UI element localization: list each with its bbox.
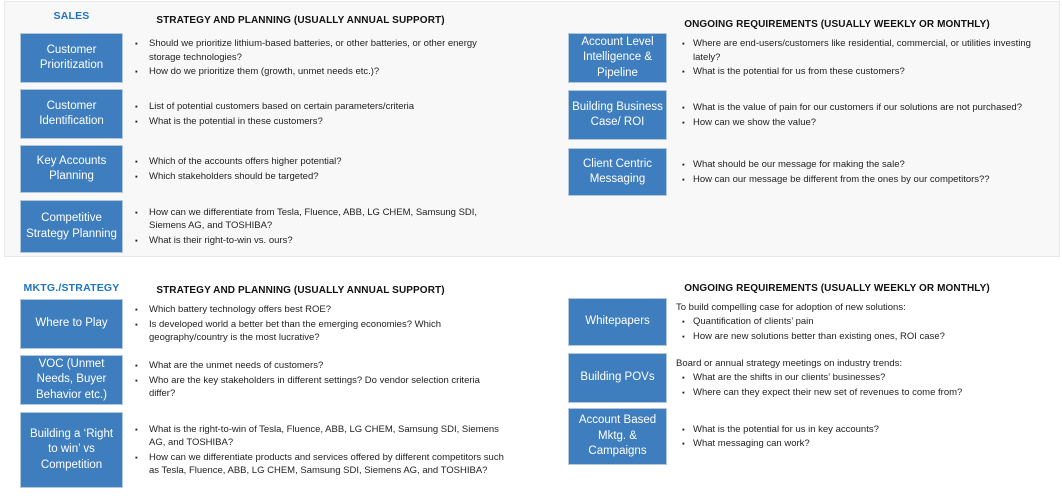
bullet-text: Quantification of clients’ pain <box>693 316 814 328</box>
bullet-square-icon: ▪ <box>682 317 685 327</box>
list-item <box>676 437 1050 450</box>
table-row <box>20 89 525 139</box>
bullet-square-icon: ▪ <box>135 361 138 371</box>
bullet-list <box>676 299 1050 345</box>
bullet-list <box>134 302 508 346</box>
bullet-list <box>134 36 508 80</box>
list-item <box>676 330 1050 343</box>
bullet-list <box>134 421 508 478</box>
topic-box-key-accounts-planning: Key Accounts Planning <box>20 145 123 193</box>
bullet-text: Is developed world a better bet than the emerging economies? Which geography/country is the most lucrative? <box>149 319 442 344</box>
section-label-mktg-strategy: MKTG./STRATEGY <box>23 282 120 294</box>
bullet-text: List of potential customers based on certain parameters/criteria <box>149 101 415 113</box>
bullet-square-icon: ▪ <box>682 373 685 383</box>
topic-box-building-business-case-roi: Building Business Case/ ROI <box>568 90 667 140</box>
bullet-square-icon: ▪ <box>135 102 138 112</box>
bullet-text: Who are the key stakeholders in different settings? Do vendor selection criteria differ? <box>149 375 480 400</box>
bullet-square-icon: ▪ <box>682 332 685 342</box>
table-row <box>20 355 525 405</box>
table-row <box>568 298 1053 346</box>
topic-box-client-centric-messaging: Client Centric Messaging <box>568 148 667 196</box>
bullet-square-icon: ▪ <box>135 207 138 217</box>
bullet-square-icon: ▪ <box>682 103 685 113</box>
bullet-list <box>676 157 1050 188</box>
bullet-text: What is their right-to-win vs. ours? <box>149 234 293 246</box>
table-row <box>20 299 525 349</box>
topic-box-competitive-strategy-planning: Competitive Strategy Planning <box>20 200 123 253</box>
section-label-sales: SALES <box>53 10 90 22</box>
bullet-list <box>676 355 1050 401</box>
bullet-square-icon: ▪ <box>682 388 685 398</box>
list-item <box>134 155 508 168</box>
bullet-text: What is the potential for us in key accounts? <box>693 423 879 435</box>
bullet-list <box>134 154 508 185</box>
table-row <box>568 148 1053 196</box>
bullet-square-icon: ▪ <box>135 376 138 386</box>
list-item <box>676 173 1050 186</box>
list-item <box>676 101 1050 114</box>
bullet-text: How do we prioritize them (growth, unmet needs etc.)? <box>149 66 380 78</box>
bullet-text: What messaging can work? <box>693 438 810 450</box>
strategy-planning-header: STRATEGY AND PLANNING (USUALLY ANNUAL SUPPORT) <box>156 15 445 26</box>
topic-box-voc-unmet-needs: VOC (Unmet Needs, Buyer Behavior etc.) <box>20 355 123 405</box>
bullet-square-icon: ▪ <box>135 39 138 49</box>
bullet-text: How can we differentiate from Tesla, Fluence, ABB, LG CHEM, Samsung SDI, Siemens AG, and TOSHIBA? <box>149 206 478 232</box>
topic-box-building-right-to-win: Building a ‘Right to win’ vs Competition <box>20 412 123 488</box>
bullet-text: Where are end-users/customers like residential, commercial, or utilities investing lately? <box>693 38 1031 63</box>
table-row <box>20 412 525 488</box>
list-item <box>134 318 508 344</box>
list-item <box>134 65 508 78</box>
bullet-text: How can we show the value? <box>693 116 817 128</box>
topic-box-whitepapers: Whitepapers <box>568 298 667 346</box>
list-item <box>676 65 1050 78</box>
bullet-text: What are the shifts in our clients’ businesses? <box>693 372 886 384</box>
bullet-square-icon: ▪ <box>135 67 138 77</box>
bullet-square-icon: ▪ <box>135 116 138 126</box>
bullet-text: Should we prioritize lithium-based batteries, or other batteries, or other energy storage technologies? <box>149 38 477 63</box>
list-item <box>676 158 1050 171</box>
table-row <box>20 33 525 83</box>
ongoing-requirements-header: ONGOING REQUIREMENTS (USUALLY WEEKLY OR MONTHLY) <box>684 19 990 30</box>
list-item <box>134 206 508 232</box>
list-intro-text: To build compelling case for adoption of new solutions: <box>676 301 906 313</box>
topic-box-account-based-mktg-campaigns: Account Based Mktg. & Campaigns <box>568 408 667 465</box>
topic-box-building-povs: Building POVs <box>568 353 667 403</box>
bullet-text: Which stakeholders should be targeted? <box>149 170 319 182</box>
strategy-planning-header-2: STRATEGY AND PLANNING (USUALLY ANNUAL SUPPORT) <box>156 285 445 296</box>
bullet-text: Where can they expect their new set of revenues to come from? <box>693 387 963 399</box>
bullet-square-icon: ▪ <box>682 117 685 127</box>
sales-strategy-rows <box>20 33 525 253</box>
list-item <box>134 423 508 449</box>
bullet-list <box>676 36 1050 80</box>
list-item <box>134 303 508 316</box>
topic-box-customer-prioritization: Customer Prioritization <box>20 33 123 83</box>
table-row <box>568 90 1053 140</box>
bullet-list <box>134 99 508 130</box>
list-item <box>676 386 1050 399</box>
bullet-list <box>676 421 1050 452</box>
table-row <box>568 408 1053 465</box>
sales-ongoing-rows <box>568 33 1053 196</box>
list-item <box>134 115 508 128</box>
bullet-square-icon: ▪ <box>135 157 138 167</box>
list-intro-text: Board or annual strategy meetings on industry trends: <box>676 357 903 369</box>
bullet-text: How can our message be different from the ones by our competitors?? <box>693 173 990 185</box>
bullet-square-icon: ▪ <box>135 424 138 434</box>
bullet-text: What are the unmet needs of customers? <box>149 360 324 372</box>
bullet-square-icon: ▪ <box>682 439 685 449</box>
bullet-square-icon: ▪ <box>135 452 138 462</box>
bullet-text: What is the right-to-win of Tesla, Fluence, ABB, LG CHEM, Samsung SDI, Siemens AG, and TOSHIBA? <box>149 423 499 449</box>
bullet-list <box>134 204 508 248</box>
bullet-square-icon: ▪ <box>135 320 138 330</box>
bullet-text: What should be our message for making the sale? <box>693 159 905 171</box>
bullet-square-icon: ▪ <box>135 305 138 315</box>
list-item <box>134 170 508 183</box>
list-item <box>134 451 508 477</box>
mktg-ongoing-rows <box>568 298 1053 465</box>
list-item <box>134 359 508 372</box>
list-item <box>134 374 508 400</box>
list-item <box>134 234 508 247</box>
bullet-square-icon: ▪ <box>682 424 685 434</box>
list-item <box>676 315 1050 328</box>
mktg-strategy-rows <box>20 299 525 488</box>
bullet-square-icon: ▪ <box>682 160 685 170</box>
bullet-text: How can we differentiate products and services offered by different competitors such as Tesla, Fluence, ABB, LG CHEM, Samsung SDI, Siemens AG, and TOSHIBA? <box>149 451 504 476</box>
list-item <box>134 37 508 63</box>
ongoing-requirements-header-2: ONGOING REQUIREMENTS (USUALLY WEEKLY OR MONTHLY) <box>684 283 990 294</box>
bullet-list <box>134 358 508 402</box>
bullet-square-icon: ▪ <box>682 174 685 184</box>
list-item <box>134 100 508 113</box>
list-item <box>676 371 1050 384</box>
topic-box-account-level-intelligence-pipeline: Account Level Intelligence & Pipeline <box>568 33 667 83</box>
bullet-text: What is the potential in these customers? <box>149 115 323 127</box>
bullet-list <box>676 100 1050 131</box>
table-row <box>20 200 525 253</box>
table-row <box>20 145 525 193</box>
bullet-square-icon: ▪ <box>135 171 138 181</box>
topic-box-customer-identification: Customer Identification <box>20 89 123 139</box>
bullet-square-icon: ▪ <box>135 235 138 245</box>
table-row <box>568 353 1053 403</box>
table-row <box>568 33 1053 83</box>
bullet-text: How are new solutions better than existing ones, ROI case? <box>693 331 945 343</box>
bullet-text: What is the potential for us from these customers? <box>693 66 905 78</box>
list-item <box>676 37 1050 63</box>
list-item <box>676 116 1050 129</box>
bullet-square-icon: ▪ <box>682 67 685 77</box>
list-item <box>676 423 1050 436</box>
bullet-text: Which battery technology offers best ROE? <box>149 304 331 316</box>
bullet-text: Which of the accounts offers higher potential? <box>149 156 342 168</box>
bullet-square-icon: ▪ <box>682 39 685 49</box>
topic-box-where-to-play: Where to Play <box>20 299 123 349</box>
bullet-text: What is the value of pain for our customers if our solutions are not purchased? <box>693 102 1022 114</box>
